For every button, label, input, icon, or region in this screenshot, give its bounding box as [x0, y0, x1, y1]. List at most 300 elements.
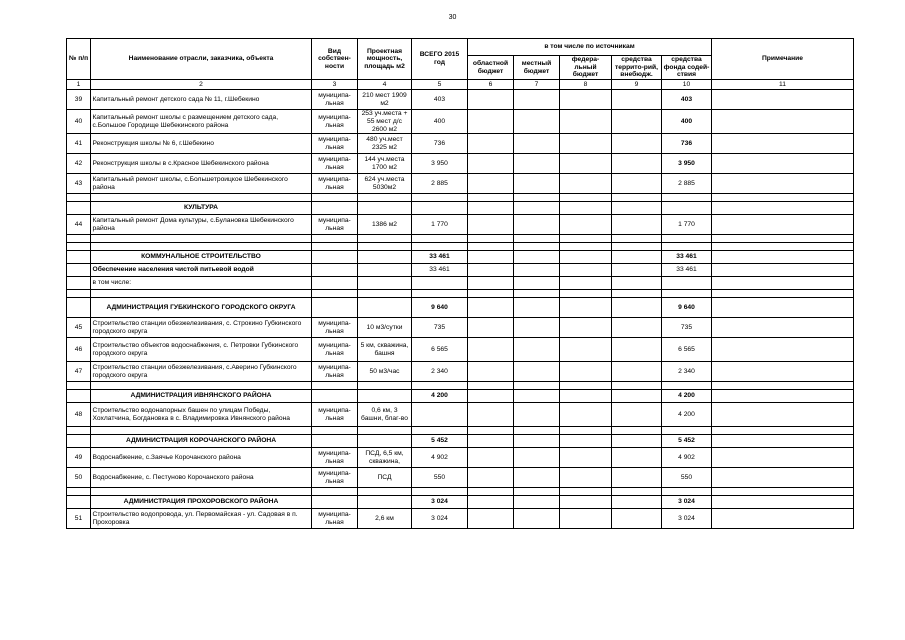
- empty-cell: [612, 435, 662, 448]
- empty-cell: [468, 488, 514, 496]
- ownership-type: муниципа-льная: [312, 509, 358, 529]
- table-body: [67, 90, 854, 529]
- empty-cell: [312, 496, 358, 509]
- object-name: Водоснабжение, с. Пестуново Корочанского района: [91, 468, 312, 488]
- note: [712, 298, 854, 318]
- empty-cell: [514, 243, 560, 251]
- empty-cell: [67, 194, 91, 202]
- header-total: ВСЕГО 2015 год: [412, 39, 468, 80]
- section-row: [67, 298, 854, 318]
- object-name: Строительство станции обезжелезивания, с. Строкино Губкинского городского округа: [91, 318, 312, 338]
- capacity: 50 м3/час: [358, 362, 412, 382]
- section-total: 5 452: [412, 435, 468, 448]
- fund-amount: 2 340: [662, 362, 712, 382]
- empty-cell: [412, 382, 468, 390]
- note: [712, 90, 854, 110]
- empty-cell: [514, 174, 560, 194]
- empty-cell: [468, 215, 514, 235]
- empty-cell: [560, 448, 612, 468]
- empty-cell: [514, 290, 560, 298]
- empty-cell: [91, 235, 312, 243]
- table-row: [67, 134, 854, 154]
- fund-amount: 4 200: [662, 403, 712, 427]
- total-2015: 3 950: [412, 154, 468, 174]
- total-2015: 400: [412, 110, 468, 134]
- empty-cell: [358, 243, 412, 251]
- capacity: 10 м3/сутки: [358, 318, 412, 338]
- empty-cell: [560, 290, 612, 298]
- empty-cell: [468, 251, 514, 264]
- header-sources: в том числе по источникам: [468, 39, 712, 56]
- table-row: [67, 110, 854, 134]
- empty-cell: [468, 174, 514, 194]
- empty-cell: [67, 235, 91, 243]
- empty-cell: [468, 194, 514, 202]
- section-fund: 33 461: [662, 251, 712, 264]
- empty-cell: [312, 298, 358, 318]
- section-row: [67, 251, 854, 264]
- empty-cell: [514, 251, 560, 264]
- empty-cell: [560, 427, 612, 435]
- note: [712, 134, 854, 154]
- empty-cell: [514, 338, 560, 362]
- blank-row: [67, 427, 854, 435]
- total-2015: 3 024: [412, 509, 468, 529]
- object-name: Строительство водонапорных башен по улицам Победы, Хохлатчина, Богдановка в с. Владимировка Ивнянского района: [91, 403, 312, 427]
- column-number: 3: [312, 80, 358, 90]
- ownership-type: муниципа-льная: [312, 338, 358, 362]
- empty-cell: [67, 264, 91, 277]
- empty-cell: [312, 202, 358, 215]
- section-fund: 9 640: [662, 298, 712, 318]
- row-number: 50: [67, 468, 91, 488]
- empty-cell: [560, 298, 612, 318]
- empty-cell: [412, 194, 468, 202]
- empty-cell: [612, 496, 662, 509]
- empty-cell: [358, 290, 412, 298]
- total-2015: 736: [412, 134, 468, 154]
- note: [712, 509, 854, 529]
- empty-cell: [560, 215, 612, 235]
- empty-cell: [468, 338, 514, 362]
- empty-cell: [468, 448, 514, 468]
- capacity: 210 мест 1909 м2: [358, 90, 412, 110]
- capacity: 2,6 км: [358, 509, 412, 529]
- ownership-type: муниципа-льная: [312, 174, 358, 194]
- empty-cell: [612, 134, 662, 154]
- empty-cell: [662, 243, 712, 251]
- empty-cell: [560, 110, 612, 134]
- empty-cell: [312, 488, 358, 496]
- table-row: [67, 362, 854, 382]
- empty-cell: [67, 202, 91, 215]
- fund-amount: 736: [662, 134, 712, 154]
- empty-cell: [468, 277, 514, 290]
- empty-cell: [514, 435, 560, 448]
- total-2015: 2 340: [412, 362, 468, 382]
- table-row: [67, 468, 854, 488]
- column-number: 7: [514, 80, 560, 90]
- empty-cell: [560, 318, 612, 338]
- empty-cell: [514, 110, 560, 134]
- note: [712, 264, 854, 277]
- empty-cell: [312, 290, 358, 298]
- empty-cell: [468, 468, 514, 488]
- ownership-type: муниципа-льная: [312, 448, 358, 468]
- capacity: 1386 м2: [358, 215, 412, 235]
- empty-cell: [312, 427, 358, 435]
- empty-cell: [91, 382, 312, 390]
- total-2015: 403: [412, 90, 468, 110]
- empty-cell: [560, 243, 612, 251]
- header-note: Примечание: [712, 39, 854, 80]
- empty-cell: [712, 488, 854, 496]
- empty-cell: [514, 277, 560, 290]
- section-title: КУЛЬТУРА: [91, 202, 312, 215]
- empty-cell: [662, 290, 712, 298]
- row-number: 48: [67, 403, 91, 427]
- empty-cell: [67, 290, 91, 298]
- total-2015: 550: [412, 468, 468, 488]
- empty-cell: [91, 290, 312, 298]
- empty-cell: [612, 298, 662, 318]
- total-2015: 4 902: [412, 448, 468, 468]
- section-total: 3 024: [412, 496, 468, 509]
- empty-cell: [560, 362, 612, 382]
- empty-cell: [514, 390, 560, 403]
- capacity: 624 уч.места 5030м2: [358, 174, 412, 194]
- empty-cell: [468, 390, 514, 403]
- empty-cell: [612, 110, 662, 134]
- ownership-type: муниципа-льная: [312, 468, 358, 488]
- section-title: АДМИНИСТРАЦИЯ ПРОХОРОВСКОГО РАЙОНА: [91, 496, 312, 509]
- fund-amount: 4 902: [662, 448, 712, 468]
- empty-cell: [514, 448, 560, 468]
- total-2015: [412, 403, 468, 427]
- section-fund: [662, 202, 712, 215]
- empty-cell: [612, 427, 662, 435]
- capacity: 0,6 км, 3 башни, благ-во: [358, 403, 412, 427]
- empty-cell: [712, 194, 854, 202]
- note: [712, 435, 854, 448]
- row-number: 46: [67, 338, 91, 362]
- note: [712, 403, 854, 427]
- table-row: [67, 509, 854, 529]
- note: [712, 174, 854, 194]
- column-number: 8: [560, 80, 612, 90]
- empty-cell: [560, 382, 612, 390]
- empty-cell: [612, 488, 662, 496]
- empty-cell: [91, 243, 312, 251]
- note: [712, 202, 854, 215]
- empty-cell: [312, 264, 358, 277]
- empty-cell: [514, 382, 560, 390]
- empty-cell: [67, 390, 91, 403]
- table-row: [67, 174, 854, 194]
- note: [712, 448, 854, 468]
- page-number: 30: [448, 14, 457, 21]
- total-2015: 735: [412, 318, 468, 338]
- empty-cell: [560, 277, 612, 290]
- table-row: [67, 90, 854, 110]
- section-row: [67, 202, 854, 215]
- blank-row: [67, 243, 854, 251]
- ownership-type: муниципа-льная: [312, 318, 358, 338]
- row-number: 43: [67, 174, 91, 194]
- empty-cell: [358, 435, 412, 448]
- empty-cell: [468, 243, 514, 251]
- header-local: местный бюджет: [514, 56, 560, 80]
- section-row: [67, 435, 854, 448]
- row-number: 40: [67, 110, 91, 134]
- empty-cell: [662, 235, 712, 243]
- note: [712, 251, 854, 264]
- section-row: [67, 390, 854, 403]
- blank-row: [67, 488, 854, 496]
- empty-cell: [560, 390, 612, 403]
- ownership-type: муниципа-льная: [312, 110, 358, 134]
- empty-cell: [612, 174, 662, 194]
- section-fund: 33 461: [662, 264, 712, 277]
- empty-cell: [612, 290, 662, 298]
- column-number-row: [67, 80, 854, 90]
- empty-cell: [560, 338, 612, 362]
- section-title: АДМИНИСТРАЦИЯ КОРОЧАНСКОГО РАЙОНА: [91, 435, 312, 448]
- column-number: 5: [412, 80, 468, 90]
- investment-table: [66, 38, 854, 529]
- empty-cell: [514, 318, 560, 338]
- blank-row: [67, 382, 854, 390]
- blank-row: [67, 194, 854, 202]
- header-num: № п/п: [67, 39, 91, 80]
- object-name: Капитальный ремонт школы с размещением детского сада, с.Большое Городище Шебекинского района: [91, 110, 312, 134]
- empty-cell: [662, 382, 712, 390]
- empty-cell: [358, 298, 412, 318]
- empty-cell: [514, 362, 560, 382]
- object-name: Капитальный ремонт школы, с.Большетроицкое Шебекинского района: [91, 174, 312, 194]
- table-row: [67, 154, 854, 174]
- empty-cell: [412, 243, 468, 251]
- object-name: Реконструкция школы в с.Красное Шебекинского района: [91, 154, 312, 174]
- note: [712, 110, 854, 134]
- fund-amount: 400: [662, 110, 712, 134]
- empty-cell: [358, 488, 412, 496]
- capacity: 5 км, скважина, башня: [358, 338, 412, 362]
- section-total: 33 461: [412, 264, 468, 277]
- empty-cell: [560, 403, 612, 427]
- empty-cell: [612, 202, 662, 215]
- empty-cell: [514, 468, 560, 488]
- empty-cell: [712, 427, 854, 435]
- capacity: ПСД: [358, 468, 412, 488]
- empty-cell: [514, 427, 560, 435]
- empty-cell: [312, 277, 358, 290]
- empty-cell: [612, 154, 662, 174]
- empty-cell: [312, 390, 358, 403]
- empty-cell: [560, 174, 612, 194]
- empty-cell: [514, 235, 560, 243]
- empty-cell: [514, 202, 560, 215]
- empty-cell: [514, 264, 560, 277]
- empty-cell: [67, 251, 91, 264]
- empty-cell: [358, 202, 412, 215]
- row-number: 42: [67, 154, 91, 174]
- empty-cell: [514, 488, 560, 496]
- empty-cell: [612, 251, 662, 264]
- empty-cell: [468, 235, 514, 243]
- empty-cell: [612, 509, 662, 529]
- note: [712, 215, 854, 235]
- column-number: 4: [358, 80, 412, 90]
- header-fund: средства фонда содей-ствия: [662, 56, 712, 80]
- column-number: 11: [712, 80, 854, 90]
- empty-cell: [412, 488, 468, 496]
- empty-cell: [468, 509, 514, 529]
- capacity: 480 уч.мест 2325 м2: [358, 134, 412, 154]
- empty-cell: [468, 134, 514, 154]
- column-number: 10: [662, 80, 712, 90]
- empty-cell: [67, 298, 91, 318]
- fund-amount: 735: [662, 318, 712, 338]
- empty-cell: [312, 243, 358, 251]
- empty-cell: [612, 194, 662, 202]
- empty-cell: [412, 427, 468, 435]
- fund-amount: 2 885: [662, 174, 712, 194]
- empty-cell: [312, 194, 358, 202]
- empty-cell: [468, 496, 514, 509]
- empty-cell: [468, 110, 514, 134]
- empty-cell: [560, 251, 612, 264]
- capacity: 144 уч.места 1700 м2: [358, 154, 412, 174]
- empty-cell: [358, 382, 412, 390]
- empty-cell: [612, 318, 662, 338]
- empty-cell: [560, 509, 612, 529]
- ownership-type: муниципа-льная: [312, 90, 358, 110]
- section-title: КОММУНАЛЬНОЕ СТРОИТЕЛЬСТВО: [91, 251, 312, 264]
- note: [712, 496, 854, 509]
- empty-cell: [662, 427, 712, 435]
- empty-cell: [91, 488, 312, 496]
- empty-cell: [612, 468, 662, 488]
- capacity: ПСД, 6,5 км, скважина,: [358, 448, 412, 468]
- note: [712, 362, 854, 382]
- empty-cell: [560, 134, 612, 154]
- empty-cell: [358, 390, 412, 403]
- object-name: Водоснабжение, с.Заячье Корочанского района: [91, 448, 312, 468]
- section-total: 9 640: [412, 298, 468, 318]
- empty-cell: [468, 435, 514, 448]
- empty-cell: [67, 496, 91, 509]
- note: [712, 318, 854, 338]
- object-name: Строительство объектов водоснабжения, с. Петровки Губкинского городского округа: [91, 338, 312, 362]
- empty-cell: [560, 202, 612, 215]
- empty-cell: [612, 448, 662, 468]
- empty-cell: [612, 382, 662, 390]
- empty-cell: [468, 202, 514, 215]
- empty-cell: [662, 488, 712, 496]
- table-row: [67, 448, 854, 468]
- empty-cell: [468, 298, 514, 318]
- row-number: 44: [67, 215, 91, 235]
- empty-cell: [612, 235, 662, 243]
- empty-cell: [612, 390, 662, 403]
- subheading-row: [67, 277, 854, 290]
- ownership-type: муниципа-льная: [312, 403, 358, 427]
- empty-cell: [358, 251, 412, 264]
- empty-cell: [312, 235, 358, 243]
- empty-cell: [514, 90, 560, 110]
- fund-amount: 550: [662, 468, 712, 488]
- empty-cell: [560, 488, 612, 496]
- empty-cell: [612, 338, 662, 362]
- empty-cell: [662, 277, 712, 290]
- empty-cell: [358, 194, 412, 202]
- row-number: 47: [67, 362, 91, 382]
- section-fund: 5 452: [662, 435, 712, 448]
- empty-cell: [468, 154, 514, 174]
- empty-cell: [560, 235, 612, 243]
- empty-cell: [91, 427, 312, 435]
- row-number: 49: [67, 448, 91, 468]
- header-name: Наименование отрасли, заказчика, объекта: [91, 39, 312, 80]
- object-name: Строительство водопровода, ул. Первомайская - ул. Садовая в п. Прохоровка: [91, 509, 312, 529]
- section-total: [412, 202, 468, 215]
- empty-cell: [612, 215, 662, 235]
- empty-cell: [514, 194, 560, 202]
- empty-cell: [67, 243, 91, 251]
- section-row: [67, 496, 854, 509]
- empty-cell: [358, 496, 412, 509]
- header-capacity: Проектная мощность, площадь м2: [358, 39, 412, 80]
- empty-cell: [514, 509, 560, 529]
- fund-amount: 3 950: [662, 154, 712, 174]
- empty-cell: [560, 194, 612, 202]
- object-name: Капитальный ремонт детского сада № 11, г.Шебекино: [91, 90, 312, 110]
- empty-cell: [91, 194, 312, 202]
- row-number: 45: [67, 318, 91, 338]
- empty-cell: [67, 435, 91, 448]
- section-title: АДМИНИСТРАЦИЯ ГУБКИНСКОГО ГОРОДСКОГО ОКРУГА: [91, 298, 312, 318]
- header-regional: областной бюджет: [468, 56, 514, 80]
- empty-cell: [514, 134, 560, 154]
- column-number: 2: [91, 80, 312, 90]
- fund-amount: 1 770: [662, 215, 712, 235]
- empty-cell: [612, 362, 662, 382]
- total-2015: 1 770: [412, 215, 468, 235]
- table-row: [67, 215, 854, 235]
- empty-cell: [412, 277, 468, 290]
- column-number: 9: [612, 80, 662, 90]
- section-title: АДМИНИСТРАЦИЯ ИВНЯНСКОГО РАЙОНА: [91, 390, 312, 403]
- ownership-type: муниципа-льная: [312, 215, 358, 235]
- row-number: 51: [67, 509, 91, 529]
- empty-cell: [712, 243, 854, 251]
- empty-cell: [612, 90, 662, 110]
- column-number: 6: [468, 80, 514, 90]
- fund-amount: 6 565: [662, 338, 712, 362]
- empty-cell: [514, 403, 560, 427]
- empty-cell: [560, 435, 612, 448]
- note: [712, 154, 854, 174]
- total-2015: 6 565: [412, 338, 468, 362]
- column-number: 1: [67, 80, 91, 90]
- row-number: 39: [67, 90, 91, 110]
- empty-cell: [712, 382, 854, 390]
- empty-cell: [468, 403, 514, 427]
- empty-cell: [358, 277, 412, 290]
- section-total: 33 461: [412, 251, 468, 264]
- header-territory: средства террито-рий, внебюдж.: [612, 56, 662, 80]
